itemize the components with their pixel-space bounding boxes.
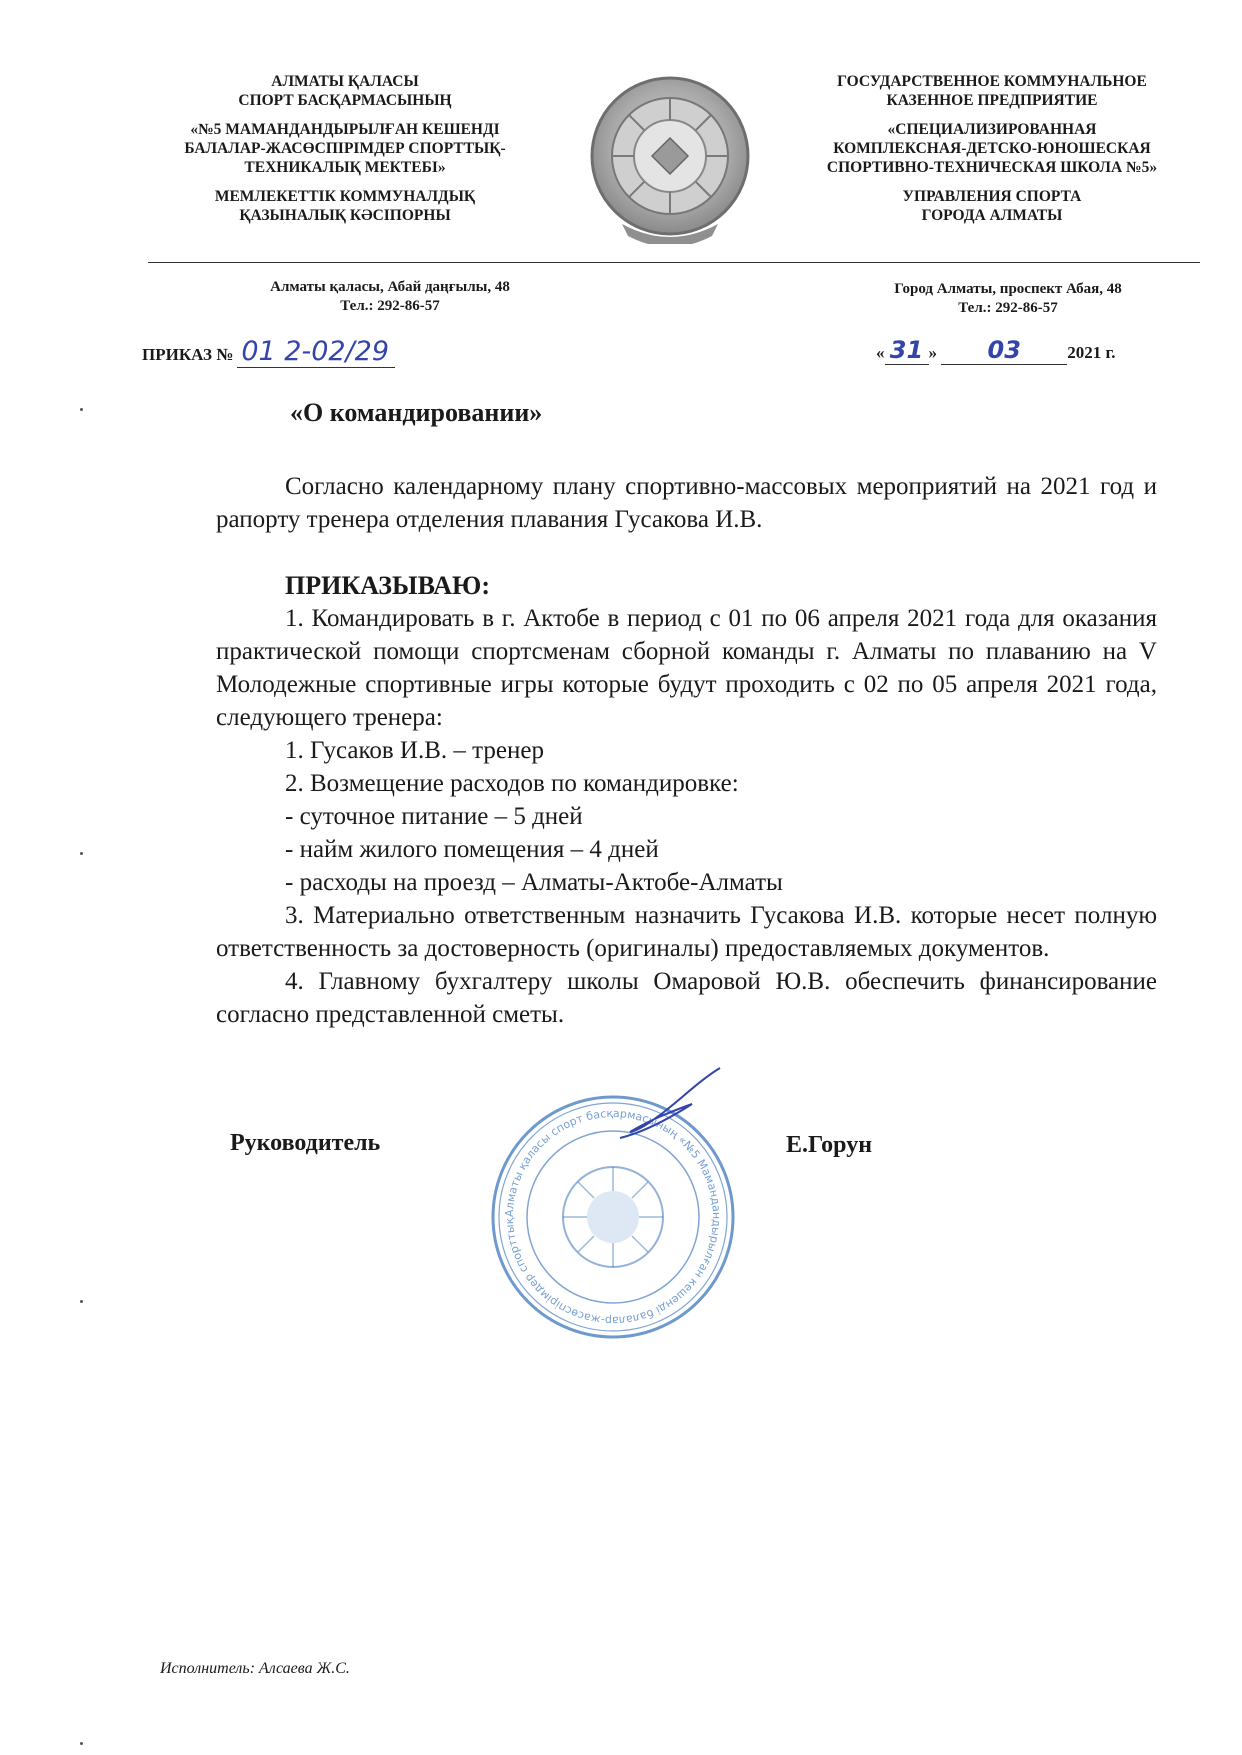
header-right-line: КАЗЕННОЕ ПРЕДПРИЯТИЕ: [886, 92, 1098, 109]
header-left: [150, 72, 540, 225]
stamp-ring-text: Алматы қаласы спорт басқармасының «№5 Мамандандырылған кешенді балалар-жасөспірімдер спорттық: [502, 1106, 724, 1328]
item-1-sub: 1. Гусаков И.В. – тренер: [285, 737, 544, 764]
scan-speck: [80, 408, 83, 411]
order-label: ПРИКАЗ №: [142, 345, 234, 364]
date-month: 03: [941, 336, 1067, 365]
scan-speck: [80, 1300, 83, 1303]
header-left-line: «№5 МАМАНДАНДЫРЫЛҒАН КЕШЕНДІ: [190, 121, 500, 138]
date-day: 31: [885, 336, 929, 365]
order-word: ПРИКАЗЫВАЮ:: [285, 571, 490, 600]
item-2-b: - найм жилого помещения – 4 дней: [285, 836, 659, 863]
document-title: «О командировании»: [290, 398, 543, 427]
item-3: 3. Материально ответственным назначить Гусакова И.В. которые несет полную ответственность за достоверность (оригиналы) предоставляемых документов.: [216, 902, 1157, 962]
header-right-line: ГОСУДАРСТВЕННОЕ КОММУНАЛЬНОЕ: [837, 73, 1147, 90]
item-4: 4. Главному бухгалтеру школы Омаровой Ю.В. обеспечить финансирование согласно представленной сметы.: [216, 968, 1157, 1028]
header-right-line: КОМПЛЕКСНАЯ-ДЕТСКО-ЮНОШЕСКАЯ: [833, 140, 1151, 157]
item-2: 2. Возмещение расходов по командировке:: [285, 770, 739, 797]
signatory-name: Е.Горун: [786, 1132, 873, 1158]
header-left-line: ТЕХНИКАЛЫҚ МЕКТЕБІ»: [244, 159, 446, 176]
date-quote-close: »: [928, 343, 937, 362]
header-left-line: БАЛАЛАР-ЖАСӨСПІРІМДЕР СПОРТТЫҚ-: [184, 140, 506, 157]
header-right-line: ГОРОДА АЛМАТЫ: [921, 207, 1063, 224]
item-2-c: - расходы на проезд – Алматы-Актобе-Алматы: [285, 869, 783, 896]
phone-line: Тел.: 292-86-57: [340, 298, 440, 314]
executor-note: Исполнитель: Алсаева Ж.С.: [160, 1660, 350, 1677]
header-right-line: УПРАВЛЕНИЯ СПОРТА: [902, 188, 1082, 205]
signatory-position: Руководитель: [230, 1130, 381, 1156]
document-body: [216, 470, 1157, 1031]
order-date-row: [876, 336, 1116, 365]
header-left-line: СПОРТ БАСҚАРМАСЫНЫҢ: [238, 92, 452, 109]
intro-paragraph: Согласно календарному плану спортивно-массовых мероприятий на 2021 год и рапорту тренера отделения плавания Гусакова И.В.: [216, 473, 1157, 533]
scan-speck: [80, 852, 83, 855]
phone-line: Тел.: 292-86-57: [958, 300, 1058, 316]
header-left-line: АЛМАТЫ ҚАЛАСЫ: [271, 73, 419, 90]
address-line: Город Алматы, проспект Абая, 48: [894, 281, 1122, 297]
date-quote-open: «: [876, 343, 885, 362]
header-right: [782, 72, 1202, 225]
scan-speck: [80, 1742, 83, 1745]
header-divider: [148, 262, 1200, 263]
address-right: [838, 280, 1178, 318]
handwritten-signature: [600, 1060, 730, 1140]
state-emblem: [582, 74, 758, 244]
order-number-row: [142, 336, 395, 376]
item-1: 1. Командировать в г. Актобе в период с 01 по 06 апреля 2021 года для оказания практической помощи спортсменам сборной команды г. Алматы по плаванию на V Молодежные спортивные игры которые будут проходить с 02 по 05 апреля 2021 года, следующего тренера:: [216, 605, 1157, 731]
item-2-a: - суточное питание – 5 дней: [285, 803, 583, 830]
date-year: 2021 г.: [1067, 343, 1116, 362]
header-left-line: МЕМЛЕКЕТТІК КОММУНАЛДЫҚ: [214, 188, 476, 205]
address-line: Алматы қаласы, Абай даңғылы, 48: [270, 279, 510, 295]
address-left: [220, 278, 560, 316]
header-left-line: ҚАЗЫНАЛЫҚ КӘСІПОРНЫ: [239, 207, 451, 224]
order-number: 01 2-02/29: [237, 336, 395, 368]
header-right-line: «СПЕЦИАЛИЗИРОВАННАЯ: [887, 121, 1097, 138]
header-right-line: СПОРТИВНО-ТЕХНИЧЕСКАЯ ШКОЛА №5»: [826, 159, 1158, 176]
